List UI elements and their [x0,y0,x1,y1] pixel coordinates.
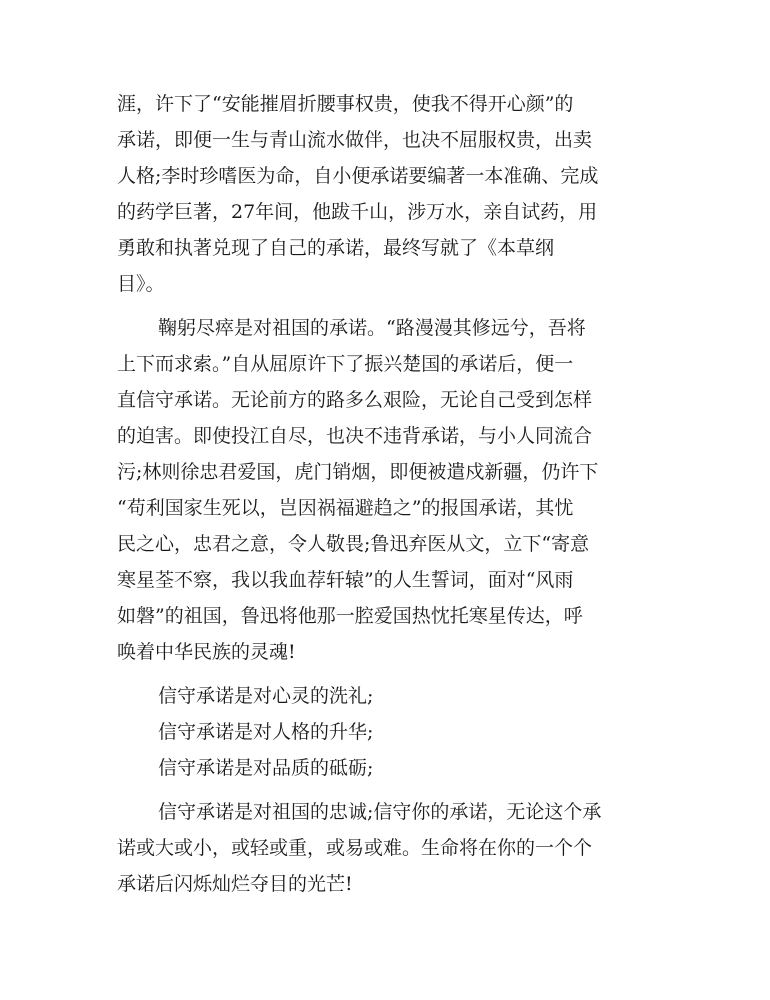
paragraph-first-line: 信守承诺是对心灵的洗礼; [158,685,374,707]
text-line: 承诺后闪烁灿烂夺目的光芒! [117,873,353,895]
text-line: 如磐”的祖国，鲁迅将他那一腔爱国热忱托寒星传达，呼 [117,605,583,627]
text-line: 承诺，即便一生与青山流水做伴，也决不屈服权贵，出卖 [117,129,593,151]
text-line: “苟利国家生死以，岂因祸福避趋之”的报国承诺，其忧 [117,497,574,519]
text-line: 目》。 [117,273,165,295]
text-line: 的迫害。即使投江自尽，也决不违背承诺，与小人同流合 [117,425,593,447]
paragraph-first-line: 信守承诺是对品质的砥砺; [158,757,374,779]
text-line: 上下而求索。”自从屈原许下了振兴楚国的承诺后，便一 [117,353,574,375]
paragraph-first-line: 信守承诺是对人格的升华; [158,721,374,743]
text-line: 直信守承诺。无论前方的路多么艰险，无论自己受到怎样 [117,389,593,411]
text-line: 唤着中华民族的灵魂! [117,641,296,663]
paragraph-first-line: 信守承诺是对祖国的忠诚;信守你的承诺，无论这个承 [158,801,602,823]
text-line: 诺或大或小，或轻或重，或易或难。生命将在你的一个个 [117,837,593,859]
text-line: 的药学巨著，27年间，他跋千山，涉万水，亲自试药，用 [117,201,598,223]
text-line: 民之心，忠君之意，令人敬畏;鲁迅弃医从文，立下“寄意 [117,533,590,555]
text-line: 人格;李时珍嗜医为命，自小便承诺要编著一本准确、完成 [117,165,599,187]
text-line: 涯，许下了“安能摧眉折腰事权贵，使我不得开心颜”的 [117,93,574,115]
text-line: 勇敢和执著兑现了自己的承诺，最终写就了《本草纲 [117,237,555,259]
text-line: 污;林则徐忠君爱国，虎门销烟，即便被遣戍新疆，仍许下 [117,461,599,483]
paragraph-first-line: 鞠躬尽瘁是对祖国的承诺。“路漫漫其修远兮，吾将 [158,317,586,339]
text-line: 寒星荃不察，我以我血荐轩辕”的人生誓词，面对“风雨 [117,569,574,591]
